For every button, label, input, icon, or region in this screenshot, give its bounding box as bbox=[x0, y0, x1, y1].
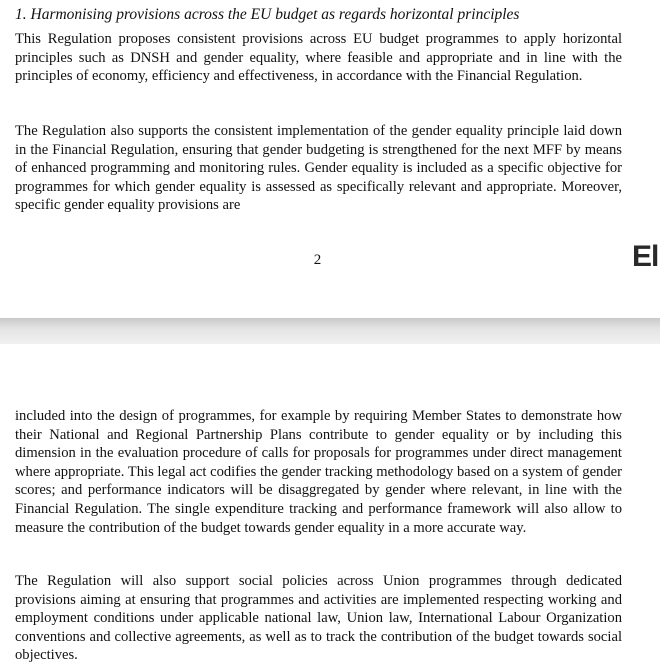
page-separator bbox=[0, 318, 660, 344]
paragraph-horizontal-principles: This Regulation proposes consistent provisions across EU budget programmes to apply horizontal principles such as DNSH and gender equality, where feasible and appropriate and in line with the principles of economy, efficiency and effectiveness, in accordance with the Financial Regulation. bbox=[15, 31, 622, 85]
document-page-2 bbox=[0, 344, 660, 671]
side-label-fragment: El bbox=[632, 240, 659, 273]
paragraph-gender-equality: The Regulation also supports the consistent implementation of the gender equality principle laid down in the Financial Regulation, ensuring that gender budgeting is strengthened for the next MFF by means of enhanced programming and monitoring rules. Gender equality is included as a specific objective for programmes for which gender equality is assessed as specifically relevant and appropriate. Moreover, specific gender equality provisions are bbox=[15, 123, 622, 214]
document-page-1 bbox=[0, 0, 660, 318]
section-heading: 1. Harmonising provisions across the EU budget as regards horizontal principles bbox=[15, 6, 520, 23]
paragraph-programme-design: included into the design of programmes, for example by requiring Member States to demonstrate how their National and Regional Partnership Plans contribute to gender equality or by including this dimension in the evaluation procedure of calls for proposals for programmes under direct management where appropriate. This legal act codifies the gender tracking methodology based on a system of gender scores; and performance indicators will be disaggregated by gender where relevant, in line with the Financial Regulation. The single expenditure tracking and performance framework will also allow to measure the contribution of the budget towards gender equality in a more accurate way. bbox=[15, 408, 622, 536]
paragraph-social-policies: The Regulation will also support social policies across Union programmes through dedicated provisions aiming at ensuring that programmes and activities are implemented respecting working and employment conditions under applicable national law, Union law, International Labour Organization conventions and collective agreements, as well as to track the contribution of the budget towards social objectives. bbox=[15, 573, 622, 664]
page-number: 2 bbox=[313, 252, 322, 268]
